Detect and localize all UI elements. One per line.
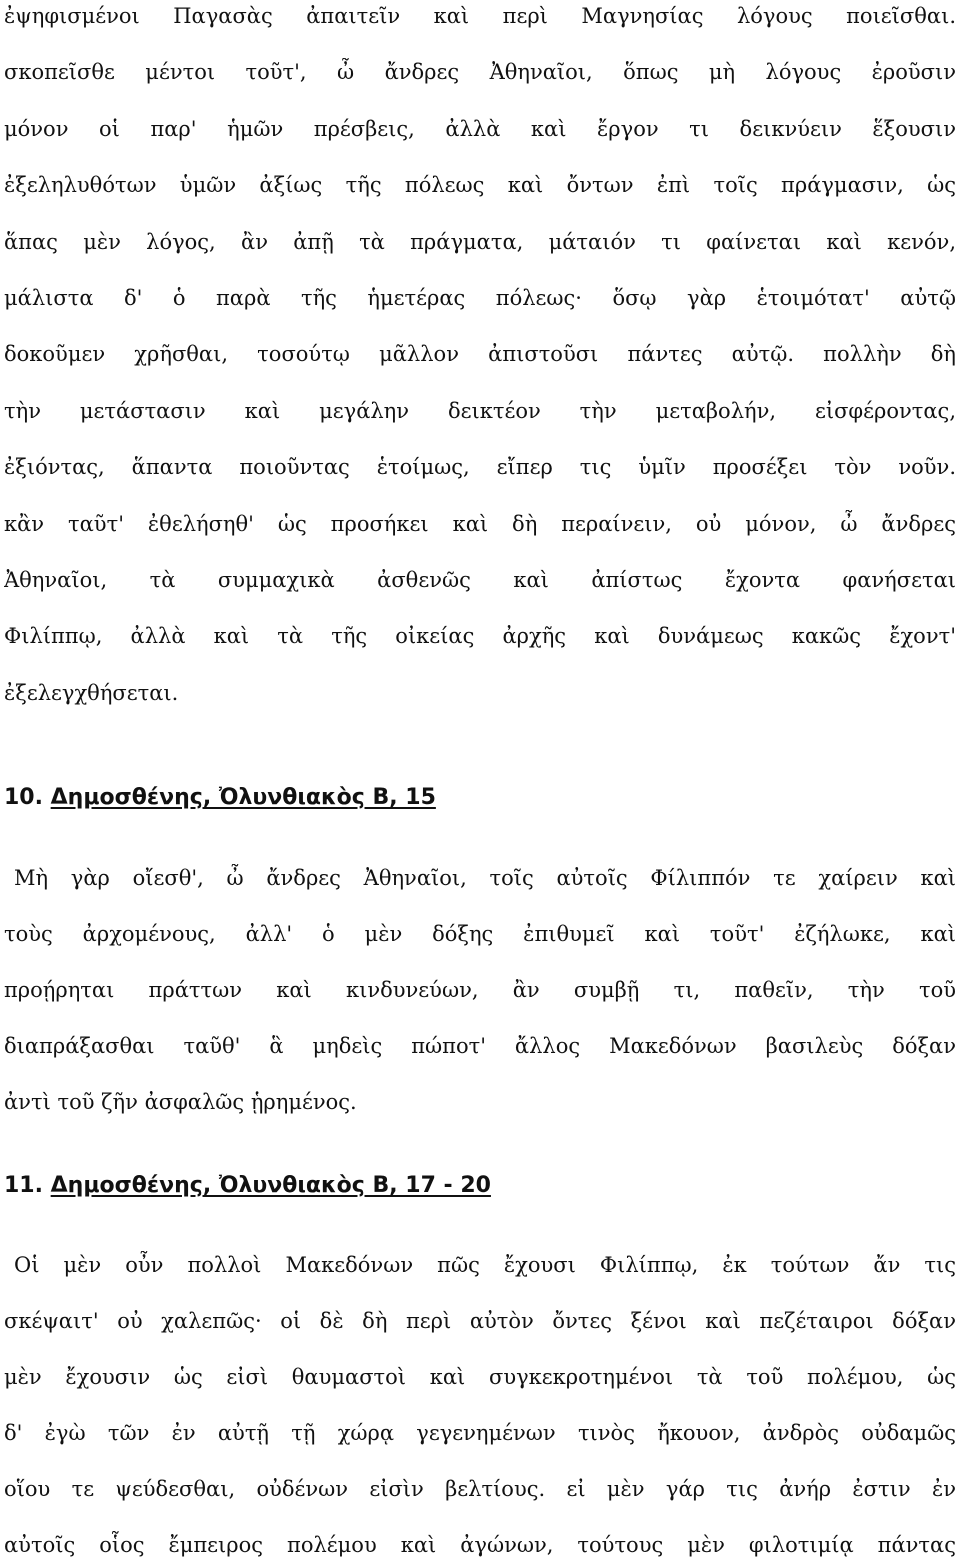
section-number: 10. <box>4 785 43 810</box>
text-line: ἀντὶ τοῦ ζῆν ἀσφαλῶς ᾑρημένος. <box>4 1090 357 1114</box>
text-line: τοὺς ἀρχομένους, ἀλλ' ὁ μὲν δόξης ἐπιθυμεῖ καὶ τοῦτ' ἐζήλωκε, καὶ <box>4 922 956 946</box>
text-line: κἂν ταῦτ' ἐθελήσηθ' ὡς προσήκει καὶ δὴ περαίνειν, οὐ μόνον, ὦ ἄνδρες <box>4 512 956 536</box>
text-line: ἐξεληλυθότων ὑμῶν ἀξίως τῆς πόλεως καὶ ὄντων ἐπὶ τοῖς πράγμασιν, ὡς <box>4 173 956 197</box>
text-line: ἅπας μὲν λόγος, ἂν ἀπῇ τὰ πράγματα, μάταιόν τι φαίνεται καὶ κενόν, <box>4 230 956 254</box>
text-line: τὴν μετάστασιν καὶ μεγάλην δεικτέον τὴν μεταβολήν, εἰσφέροντας, <box>4 399 956 423</box>
text-line: αὐτοῖς οἷος ἔμπειρος πολέμου καὶ ἀγώνων, τούτους μὲν φιλοτιμίᾳ πάντας <box>4 1533 956 1557</box>
text-line: ἐξιόντας, ἅπαντα ποιοῦντας ἑτοίμως, εἴπερ τις ὑμῖν προσέξει τὸν νοῦν. <box>4 455 956 479</box>
text-line: Οἱ μὲν οὖν πολλοὶ Μακεδόνων πῶς ἔχουσι Φιλίππῳ, ἐκ τούτων ἄν τις <box>14 1253 956 1277</box>
text-line: ἐξελεγχθήσεται. <box>4 681 179 705</box>
text-line: προῄρηται πράττων καὶ κινδυνεύων, ἂν συμβῇ τι, παθεῖν, τὴν τοῦ <box>4 978 956 1002</box>
text-line: μόνον οἱ παρ' ἡμῶν πρέσβεις, ἀλλὰ καὶ ἔργον τι δεικνύειν ἕξουσιν <box>4 117 956 141</box>
text-line: δ' ἐγὼ τῶν ἐν αὐτῇ τῇ χώρᾳ γεγενημένων τινὸς ἤκουον, ἀνδρὸς οὐδαμῶς <box>4 1421 956 1445</box>
text-line: μὲν ἔχουσιν ὡς εἰσὶ θαυμαστοὶ καὶ συγκεκροτημένοι τὰ τοῦ πολέμου, ὡς <box>4 1365 956 1389</box>
text-line: Μὴ γὰρ οἴεσθ', ὦ ἄνδρες Ἀθηναῖοι, τοῖς αὐτοῖς Φίλιππόν τε χαίρειν καὶ <box>14 866 956 890</box>
text-line: μάλιστα δ' ὁ παρὰ τῆς ἡμετέρας πόλεως· ὅσῳ γὰρ ἑτοιμότατ' αὐτῷ <box>4 286 956 310</box>
text-line: Ἀθηναῖοι, τὰ συμμαχικὰ ἀσθενῶς καὶ ἀπίστως ἔχοντα φανήσεται <box>4 568 956 592</box>
section-title: Δημοσθένης, Ὀλυνθιακὸς Β, 17 - 20 <box>50 1173 491 1198</box>
section-heading-10 <box>4 784 956 812</box>
text-line: διαπράξασθαι ταῦθ' ἃ μηδεὶς πώποτ' ἄλλος Μακεδόνων βασιλεὺς δόξαν <box>4 1034 956 1058</box>
section-title: Δημοσθένης, Ὀλυνθιακὸς Β, 15 <box>50 785 436 810</box>
text-line: ἐψηφισμένοι Παγασὰς ἀπαιτεῖν καὶ περὶ Μαγνησίας λόγους ποιεῖσθαι. <box>4 4 956 28</box>
section-heading-11 <box>4 1172 956 1200</box>
text-line: σκοπεῖσθε μέντοι τοῦτ', ὦ ἄνδρες Ἀθηναῖοι, ὅπως μὴ λόγους ἐροῦσιν <box>4 60 956 84</box>
text-line: σκέψαιτ' οὐ χαλεπῶς· οἱ δὲ δὴ περὶ αὐτὸν ὄντες ξένοι καὶ πεζέταιροι δόξαν <box>4 1309 956 1333</box>
text-line: οἵου τε ψεύδεσθαι, οὐδένων εἰσὶν βελτίους. εἰ μὲν γάρ τις ἀνήρ ἐστιν ἐν <box>4 1477 956 1501</box>
text-line: δοκοῦμεν χρῆσθαι, τοσούτῳ μᾶλλον ἀπιστοῦσι πάντες αὐτῷ. πολλὴν δὴ <box>4 342 956 366</box>
section-number: 11. <box>4 1173 43 1198</box>
text-line: Φιλίππῳ, ἀλλὰ καὶ τὰ τῆς οἰκείας ἀρχῆς καὶ δυνάμεως κακῶς ἔχοντ' <box>4 624 956 648</box>
